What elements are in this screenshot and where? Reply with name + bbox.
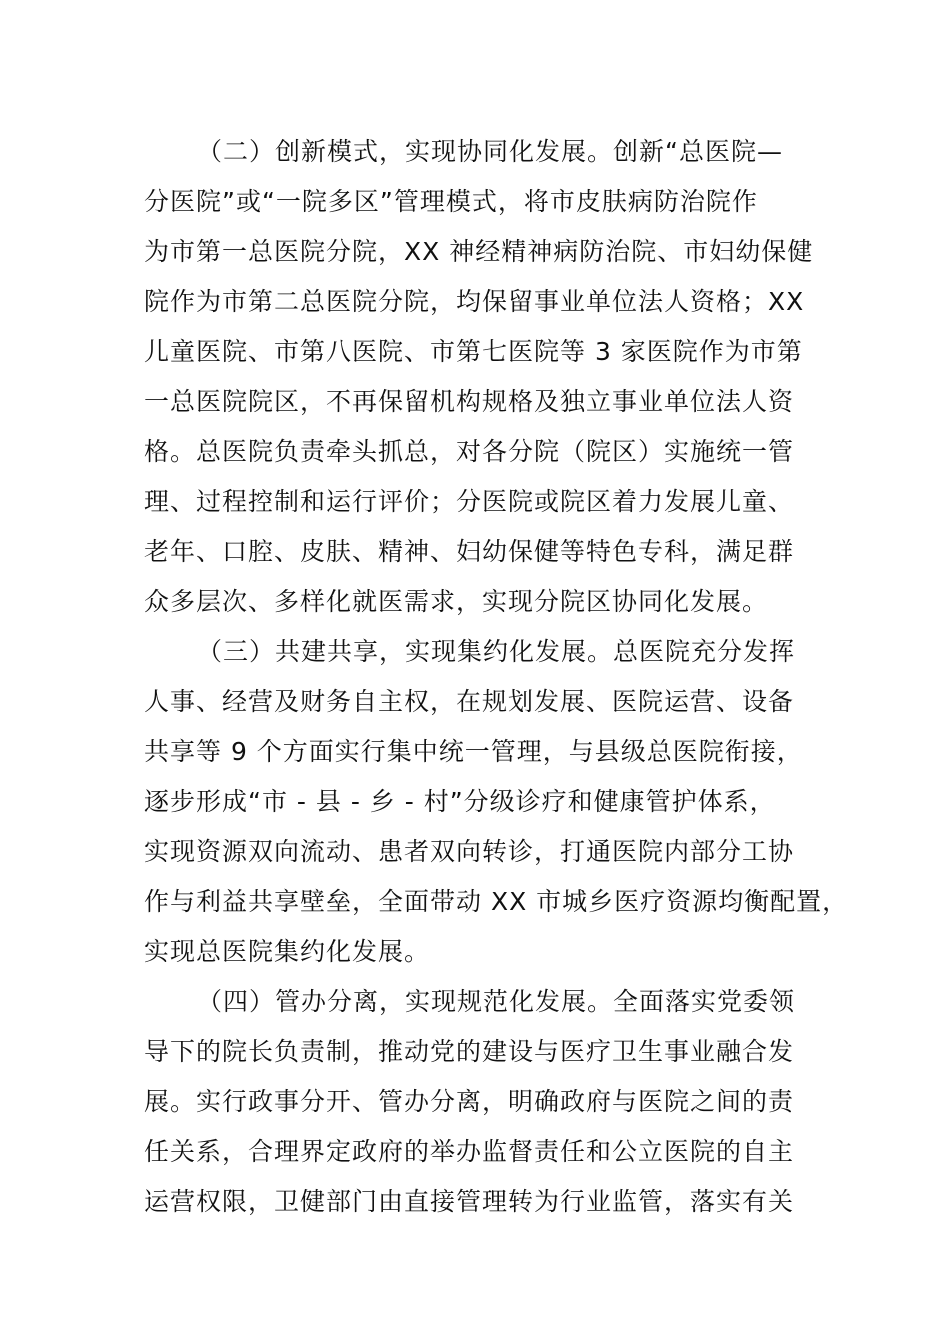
text-line: 运营权限，卫健部门由直接管理转为行业监管，落实有关 [144, 1187, 795, 1216]
text-line: 作与利益共享壁垒，全面带动 XX 市城乡医疗资源均衡配置， [144, 887, 849, 916]
text-line: （二）创新模式，实现协同化发展。创新“总医院— [197, 137, 783, 166]
text-line: 人事、经营及财务自主权，在规划发展、医院运营、设备 [144, 687, 795, 716]
text-line: 导下的院长负责制，推动党的建设与医疗卫生事业融合发 [144, 1037, 795, 1066]
text-line: 众多层次、多样化就医需求，实现分院区协同化发展。 [144, 587, 769, 616]
text-line: 老年、口腔、皮肤、精神、妇幼保健等特色专科，满足群 [144, 537, 795, 566]
text-line: 分医院”或“一院多区”管理模式，将市皮肤病防治院作 [144, 187, 758, 216]
text-line: 院作为市第二总医院分院，均保留事业单位法人资格；XX [144, 287, 805, 316]
text-line: 儿童医院、市第八医院、市第七医院等 3 家医院作为市第 [144, 337, 803, 366]
text-line: 理、过程控制和运行评价；分医院或院区着力发展儿童、 [144, 487, 795, 516]
text-line: 逐步形成“市 - 县 - 乡 - 村”分级诊疗和健康管护体系， [144, 787, 776, 816]
text-line: （四）管办分离，实现规范化发展。全面落实党委领 [197, 987, 796, 1016]
text-line: 格。总医院负责牵头抓总，对各分院（院区）实施统一管 [144, 437, 795, 466]
text-line: 展。实行政事分开、管办分离，明确政府与医院之间的责 [144, 1087, 795, 1116]
text-line: 一总医院院区，不再保留机构规格及独立事业单位法人资 [144, 387, 795, 416]
text-line: （三）共建共享，实现集约化发展。总医院充分发挥 [197, 637, 796, 666]
text-line: 任关系，合理界定政府的举办监督责任和公立医院的自主 [144, 1137, 795, 1166]
text-line: 为市第一总医院分院，XX 神经精神病防治院、市妇幼保健 [144, 237, 814, 266]
text-line: 实现总医院集约化发展。 [144, 937, 431, 966]
text-line: 实现资源双向流动、患者双向转诊，打通医院内部分工协 [144, 837, 795, 866]
text-line: 共享等 9 个方面实行集中统一管理，与县级总医院衔接， [144, 737, 803, 766]
